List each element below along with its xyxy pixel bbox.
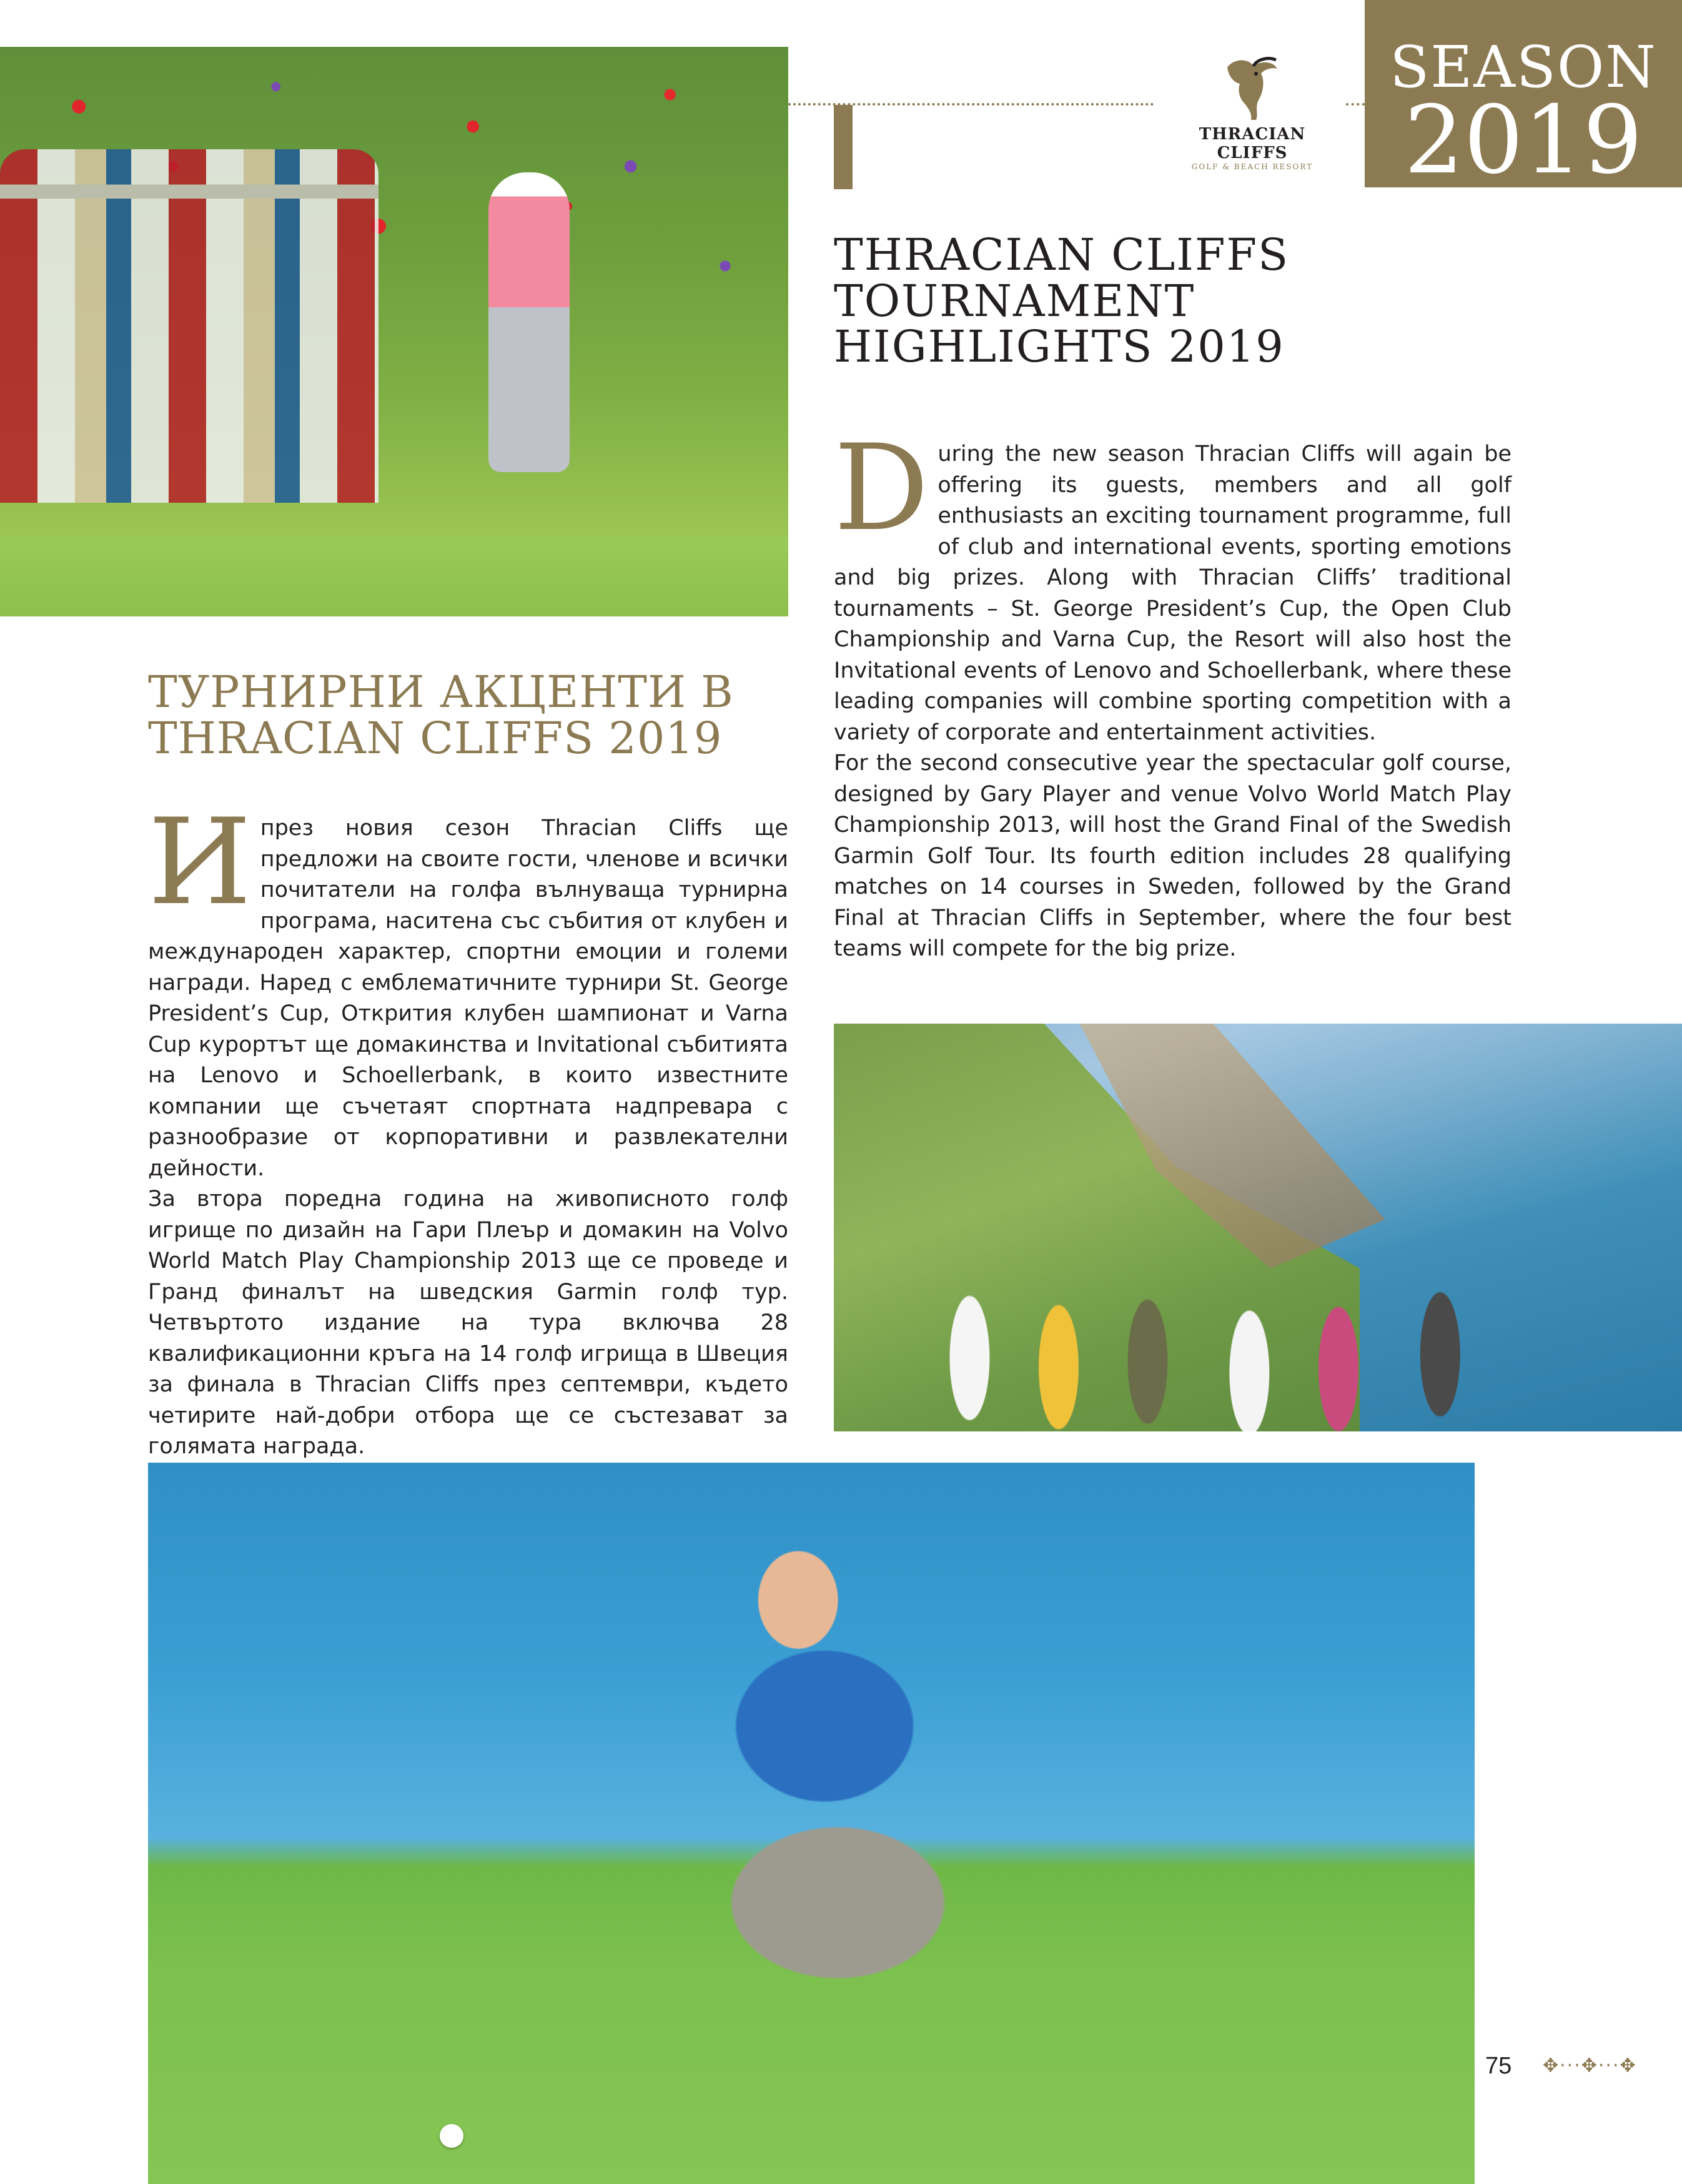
photo-fairway [0,536,788,616]
logo-brand: THRACIAN CLIFFS [1199,125,1306,162]
photo-cliff-tee-shot [834,1024,1682,1431]
paragraph-en-2: For the second consecutive year the spectacular golf course, designed by Gary Player and venue Volvo World Match Play Championship 2013, will host the Grand Final of the Swedish Garmin Golf Tour. Its fourth edition includes 28 qualifying matches on 14 courses in Sweden, followed by the Grand Final at Thracian Cliffs in September, where the four best teams will compete for the big prize. [834,751,1511,961]
article-title-en [834,229,1665,372]
ibex-goat-logo-icon [1215,55,1290,124]
season-word: SEASON [1390,34,1657,101]
article-body-bg [148,793,788,1463]
page-number: 75 [1485,2053,1512,2079]
photo-golfer-pink-shirt [488,172,570,472]
title-bg-line: THRACIAN CLIFFS 2019 [148,712,723,764]
photo-crowd-watching-golfer [0,47,788,616]
title-en-line: TOURNAMENT [834,275,1195,327]
logo-subtitle: GOLF & BEACH RESORT [1191,162,1313,171]
title-en-line: THRACIAN CLIFFS [834,229,1290,280]
photo-spectators [0,149,378,502]
season-badge [1365,0,1682,195]
footer-ornament-icon: ✥···✥···✥ [1543,2055,1637,2077]
drop-cap-en: D [834,419,929,557]
title-en-line: HIGHLIGHTS 2019 [834,321,1285,372]
paragraph-bg-2: За втора поредна година на живописното голф игрище по дизайн на Гари Плеър и домакин на Volvo World Match Play Championship 2013 ще се проведе и Гранд финалът на шведския Garmin голф тур. Четвъртото издание на тура включва 28 квалификационни кръга на 14 голф игрища в Швеция за финала в Thracian Cliffs през септември, където четирите най-добри отбора ще се състезават за голямата награда. [148,1187,788,1459]
paragraph-bg-1: през новия сезон Thracian Cliffs ще предложи на своите гости, членове и всички почитатели на голфа вълнуваща турнирна програма, наситена със събития от клубен и международен характер, спортни емоции и големи награди. Наред с емблематичните турнири St. George President’s Cup, Открития клубен шампионат и Varna Cup курортът ще домакинства и Invitational събитията на Lenovo и Schoellerbank, в които известните компании ще съчетаят спортната надпревара с разнообразие от корпоративни и развлекателни дейности. [148,816,788,1181]
drop-cap-bg: И [148,793,252,931]
paragraph-en-1: uring the new season Thracian Cliffs will again be offering its guests, members and all golf enthusiasts an exciting tournament programme, full of club and international events, sporting emotions and big prizes. Along with Thracian Cliffs’ traditional tournaments – St. George President’s Cup, the Open Club Championship and Varna Cup, the Resort will also host the Invitational events of Lenovo and Schoellerbank, where these leading companies will combine sporting competition with a variety of corporate and entertainment activities. [834,442,1511,745]
photo-golfer-reading-putt [148,1463,1475,2184]
season-year: 2019 [1404,86,1643,195]
article-title-bg [148,666,810,764]
header-dotted-rule-right [1346,103,1365,106]
title-bg-line: ТУРНИРНИ АКЦЕНТИ В [148,666,734,718]
article-body-en [834,419,1511,965]
photo-golf-ball [440,2124,463,2148]
header-accent-bar [834,105,853,189]
photo-crouching-golfer [705,1549,971,2055]
photo-cliff-spectators [919,1248,1555,1431]
thracian-cliffs-logo [1162,55,1343,171]
